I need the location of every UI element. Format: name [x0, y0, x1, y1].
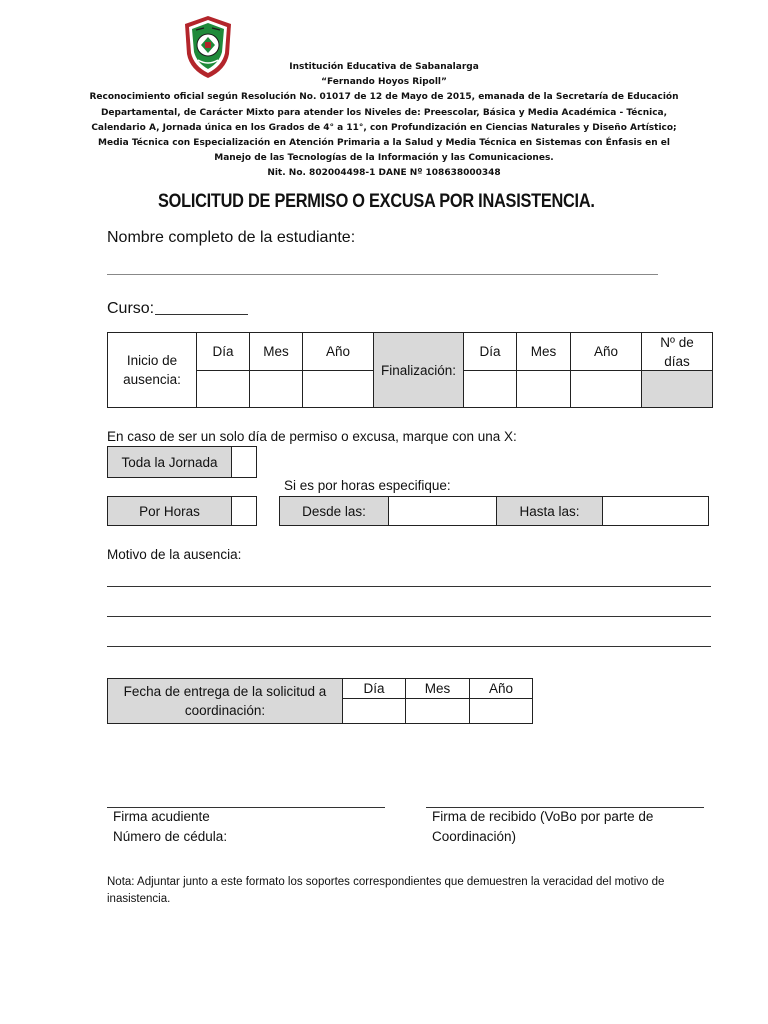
form-title: SOLICITUD DE PERMISO O EXCUSA POR INASISTENCIA.: [158, 191, 595, 212]
by-hours-checkbox[interactable]: [231, 496, 257, 526]
start-anio-input[interactable]: [302, 370, 374, 408]
coordination-label: Coordinación): [432, 829, 517, 844]
reason-line[interactable]: [107, 586, 711, 587]
delivery-dia-input[interactable]: [342, 698, 406, 724]
to-input[interactable]: [602, 496, 709, 526]
full-day-checkbox[interactable]: [231, 446, 257, 478]
end-label-cell: [373, 332, 464, 408]
hours-hint: Si es por horas especifique:: [284, 478, 451, 493]
student-name-label: Nombre completo de la estudiante:: [107, 229, 356, 246]
delivery-dia-header: Día: [342, 678, 406, 699]
to-label: Hasta las:: [496, 496, 603, 526]
start-mes-input[interactable]: [249, 370, 303, 408]
delivery-anio-header: Año: [469, 678, 533, 699]
end-dia-header: Día: [463, 332, 517, 371]
guardian-id-label: Número de cédula:: [113, 829, 228, 844]
guardian-signature-line[interactable]: [107, 807, 385, 808]
delivery-mes-header: Mes: [405, 678, 470, 699]
single-day-instruction: En caso de ser un solo día de permiso o excusa, marque con una X:: [107, 429, 517, 444]
header-line: Media Técnica con Especialización en Atención Primaria a la Salud y Media Técnica en Sistemas con Énfasis en el: [98, 138, 670, 149]
end-dia-input[interactable]: [463, 370, 517, 408]
delivery-label: Fecha de entrega de la solicitud a coordinación:: [123, 684, 327, 718]
institution-header: [84, 60, 684, 182]
start-label: Inicio de ausencia:: [123, 353, 181, 387]
reason-line[interactable]: [107, 616, 711, 617]
full-day-label: Toda la Jornada: [107, 446, 232, 478]
start-dia-input[interactable]: [196, 370, 250, 408]
start-dia-header: Día: [196, 332, 250, 371]
curso-label: Curso:: [107, 300, 155, 317]
reason-line[interactable]: [107, 646, 711, 647]
student-name-field[interactable]: [107, 274, 658, 275]
delivery-label-cell: [107, 678, 343, 724]
end-label: Finalización:: [380, 362, 457, 378]
guardian-signature-label: Firma acudiente: [113, 809, 210, 824]
header-line: Manejo de las Tecnologías de la Información y las Comunicaciones.: [214, 153, 554, 164]
by-hours-label: Por Horas: [107, 496, 232, 526]
delivery-mes-input[interactable]: [405, 698, 470, 724]
header-line: Calendario A, Jornada única en los Grados de 4° a 11°, con Profundización en Ciencias Naturales y Diseño Artístico;: [91, 122, 677, 133]
header-line: Reconocimiento oficial según Resolución No. 01017 de 12 de Mayo de 2015, emanada de la Secretaría de Educación: [89, 92, 679, 103]
from-label: Desde las:: [279, 496, 389, 526]
curso-field[interactable]: [155, 314, 248, 315]
header-line: “Fernando Hoyos Ripoll”: [321, 77, 447, 88]
end-anio-header: Año: [570, 332, 642, 371]
start-anio-header: Año: [302, 332, 374, 371]
start-label-cell: [107, 332, 197, 408]
end-anio-input[interactable]: [570, 370, 642, 408]
delivery-anio-input[interactable]: [469, 698, 533, 724]
header-line: Institución Educativa de Sabanalarga: [289, 62, 479, 72]
header-line: Departamental, de Carácter Mixto para atender los Niveles de: Preescolar, Básica y Media Académica - Técnica,: [100, 107, 668, 118]
reason-label: Motivo de la ausencia:: [107, 547, 242, 562]
num-days-label: Nº de días: [660, 334, 694, 369]
end-mes-header: Mes: [516, 332, 571, 371]
num-days-input[interactable]: [641, 370, 713, 408]
num-days-header: [641, 332, 713, 371]
end-mes-input[interactable]: [516, 370, 571, 408]
from-input[interactable]: [388, 496, 497, 526]
received-signature-label: Firma de recibido (VoBo por parte de: [432, 809, 654, 824]
note-text: Nota: Adjuntar junto a este formato los soportes correspondientes que demuestren la veracidad del motivo de inasistencia.: [107, 876, 665, 905]
header-line: Nit. No. 802004498-1 DANE Nº 108638000348: [267, 168, 501, 179]
start-mes-header: Mes: [249, 332, 303, 371]
received-signature-line[interactable]: [426, 807, 704, 808]
